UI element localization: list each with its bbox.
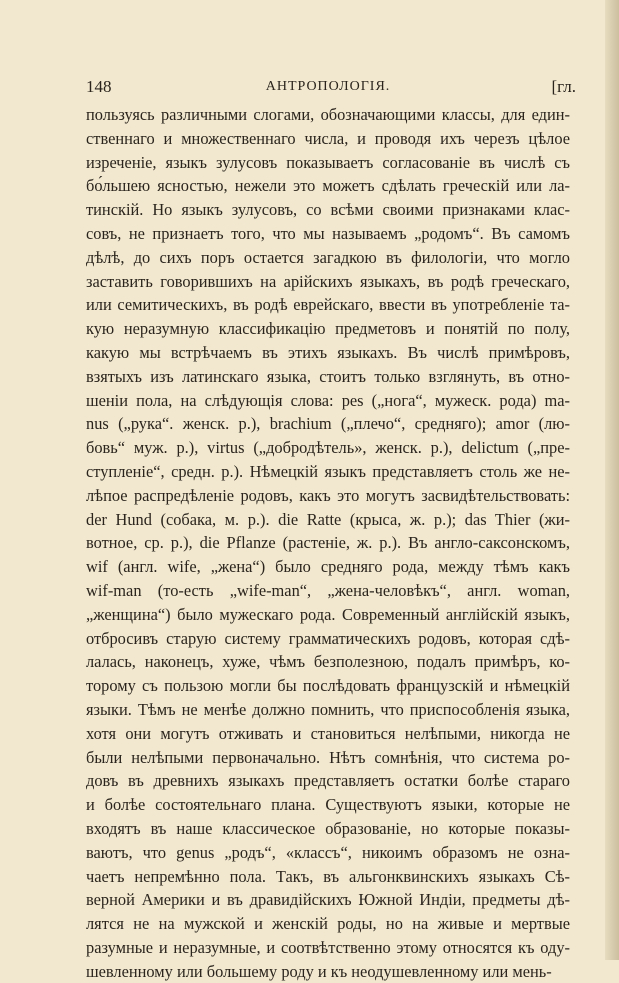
text-line: или семитическихъ, въ родѣ еврейскаго, ввести въ употребленіе та-: [86, 295, 570, 315]
text-line: вотное, ср. р.), die Pflanze (растеніе, ж. р.). Въ англо-саксонскомъ,: [86, 533, 570, 553]
text-line: взятыхъ изъ латинскаго языка, стоитъ только взглянуть, въ отно-: [86, 366, 570, 386]
page-header: [86, 77, 576, 99]
running-title: АНТРОПОЛОГІЯ.: [265, 79, 391, 94]
text-line: довъ въ древнихъ языкахъ представляетъ остатки болѣе стараго: [86, 771, 570, 791]
text-line: изреченіе, языкъ зулусовъ показываетъ согласованіе въ числѣ съ: [86, 152, 570, 172]
text-line: заставить говорившихъ на арійскихъ языкахъ, въ родѣ греческаго,: [86, 271, 570, 291]
text-line: ственнаго и множественнаго числа, и проводя ихъ черезъ цѣлое: [86, 128, 570, 148]
text-line: кую неразумную классификацію предметовъ и понятій по полу,: [86, 319, 570, 339]
text-line: пользуясь различными слогами, обозначающими классы, для един-: [86, 105, 570, 124]
text-line: nus („рука“. женск. р.), brachium („плечо“, средняго); amor (лю-: [86, 414, 570, 434]
text-line: чаетъ непремѣнно пола. Такъ, въ альгонквинскихъ языкахъ Сѣ-: [86, 866, 570, 886]
text-line: wif-man (то-есть „wife-man“, „жена-человѣкъ“, англ. woman,: [86, 580, 570, 600]
text-line: разумные и неразумные, и соотвѣтственно этому относятся къ оду-: [86, 937, 570, 957]
text-line: der Hund (собака, м. р.). die Ratte (крыса, ж. р.); das Thier (жи-: [86, 509, 570, 529]
text-line: бовь“ муж. р.), virtus („добродѣтель», женск. р.), delictum („пре-: [86, 438, 570, 458]
text-line: лалась, наконецъ, хуже, чѣмъ безполезною, подалъ примѣръ, ко-: [86, 652, 570, 672]
body-text: [86, 103, 570, 983]
text-line: какую мы встрѣчаемъ въ этихъ языкахъ. Въ числѣ примѣровъ,: [86, 342, 570, 362]
text-line: входятъ въ наше классическое образованіе, но которые показы-: [86, 818, 570, 838]
text-line: верной Америки и въ дравидійскихъ Южной Индіи, предметы дѣ-: [86, 890, 570, 910]
text-line: языки. Тѣмъ не менѣе должно помнить, что приспособленія языка,: [86, 699, 570, 719]
text-line: торому съ пользою могли бы послѣдовать французскій и нѣмецкій: [86, 676, 570, 696]
text-line: бо́льшею ясностью, нежели это можетъ сдѣлать греческій или ла-: [86, 176, 570, 196]
text-line: отбросивъ старую систему грамматическихъ родовъ, которая сдѣ-: [86, 628, 570, 648]
text-line: и болѣе состоятельнаго плана. Существуютъ языки, которые не: [86, 795, 570, 815]
text-line: лятся не на мужской и женскій роды, но на живые и мертвые: [86, 914, 570, 934]
text-line: „женщина“) было мужескаго рода. Современный англійскій языкъ,: [86, 604, 570, 624]
page-edge: [605, 0, 619, 960]
text-line: совъ, не признаетъ того, что мы называемъ „родомъ“. Въ самомъ: [86, 223, 570, 243]
text-line: ваютъ, что genus „родъ“, «классъ“, никоимъ образомъ не озна-: [86, 842, 570, 862]
text-line: шевленному или большему роду и къ неодушевленному или мень-: [86, 961, 552, 981]
text-line: шеніи пола, на слѣдующія слова: pes („нога“, мужеск. рода) ma-: [86, 390, 570, 410]
text-line: тинскій. Но языкъ зулусовъ, со всѣми своими признаками клас-: [86, 200, 570, 220]
text-line: хотя они могутъ отживать и становиться нелѣпыми, никогда не: [86, 723, 570, 743]
text-line: были нелѣпыми первоначально. Нѣтъ сомнѣнія, что система ро-: [86, 747, 570, 767]
text-line: wif (англ. wife, „жена“) было средняго рода, между тѣмъ какъ: [86, 557, 570, 577]
text-line: лѣпое распредѣленіе родовъ, какъ это могутъ засвидѣтельствовать:: [86, 485, 570, 505]
text-line: дѣлѣ, до сихъ поръ остается загадкою въ филологіи, что могло: [86, 247, 570, 267]
chapter-mark: [гл.: [551, 77, 576, 96]
text-line: ступленіе“, средн. р.). Нѣмецкій языкъ представляетъ столь же не-: [86, 461, 570, 481]
page-number: 148: [86, 77, 112, 96]
